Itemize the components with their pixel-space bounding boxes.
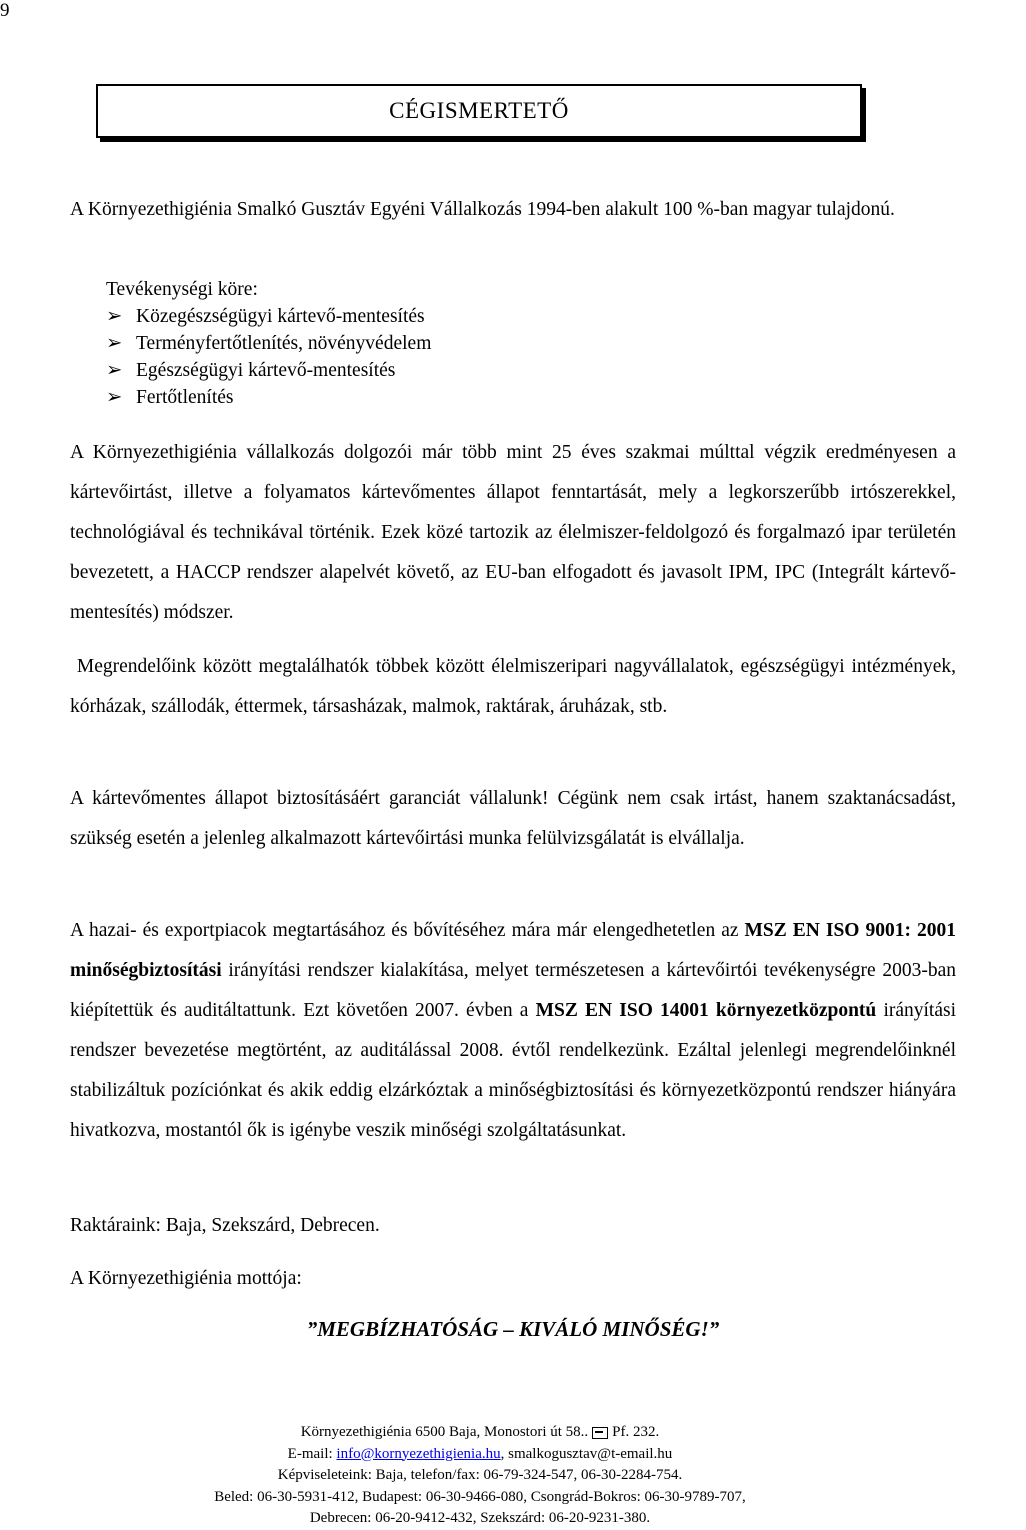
arrow-bullet-icon: ➢ [106, 306, 123, 327]
motto: ”MEGBÍZHATÓSÁG – KIVÁLÓ MINŐSÉG!” [306, 1317, 720, 1341]
list-item-label: Egészségügyi kártevő-mentesítés [136, 360, 396, 381]
clients-paragraph: Megrendelőink között megtalálhatók többek között élelmiszeripari nagyvállalatok, egészségügyi intézmények, kórházak, szállodák, éttermek, társasházak, malmok, raktárak, áruházak, stb. [70, 656, 961, 717]
list-item [106, 303, 431, 330]
footer-email-rest: , smalkogusztav@t-email.hu [500, 1445, 673, 1462]
intro-paragraph: A Környezethigiénia Smalkó Gusztáv Egyéni Vállalkozás 1994-ben alakult 100 %-ban magyar tulajdonú. [70, 199, 895, 220]
footer-phones-2: Debrecen: 06-20-9412-432, Szekszárd: 06-20-9231-380. [309, 1510, 651, 1526]
list-item [106, 384, 431, 411]
footer-address [0, 1422, 960, 1444]
list-item-label: Közegészségügyi kártevő-mentesítés [136, 306, 425, 327]
footer-email-label: E-mail: [287, 1445, 337, 1462]
title-box [96, 84, 862, 138]
arrow-bullet-icon: ➢ [106, 333, 123, 354]
email-link[interactable]: info@kornyezethigienia.hu [336, 1445, 501, 1462]
footer-representatives: Képviseleteink: Baja, telefon/fax: 06-79-324-547, 06-30-2284-754. [277, 1467, 683, 1483]
footer [0, 1422, 960, 1530]
quality-text-1: A hazai- és exportpiacok megtartásához és bővítéséhez mára már elengedhetetlen az [70, 920, 745, 941]
experience-paragraph: A Környezethigiénia vállalkozás dolgozói már több mint 25 éves szakmai múlttal végzik eredményesen a kártevőirtást, illetve a folyamatos kártevőmentes állapot fenntartását, mely a legkorszerűbb irtószerekkel, technológiával és technikával történik. Ezek közé tartozik az élelmiszer-feldolgozó és forgalmazó ipar területén bevezetett, a HACCP rendszer alapelvét követő, az EU-ban elfogadott és javasolt IPM, IPC (Integrált kártevő-mentesítés) módszer. [70, 442, 956, 623]
list-item-label: Terményfertőtlenítés, növényvédelem [136, 333, 432, 354]
iso-9001-label: MSZ EN ISO 9001: 2001 minőségbiztosítási [70, 920, 956, 981]
list-item [106, 330, 431, 357]
list-item [106, 357, 431, 384]
guarantee-paragraph: A kártevőmentes állapot biztosításáért garanciát vállalunk! Cégünk nem csak irtást, hanem szaktanácsadást, szükség esetén a jelenleg alkalmazott kártevőirtási munka felülvizsgálatát is elvállalja. [70, 788, 956, 849]
iso-14001-label: MSZ EN ISO 14001 környezetközpontú [535, 1000, 877, 1021]
warehouses-line: Raktáraink: Baja, Szekszárd, Debrecen. [70, 1215, 380, 1236]
arrow-bullet-icon: ➢ [106, 387, 123, 408]
quality-text-3: irányítási rendszer bevezetése megtörtént, az auditálással 2008. évtől rendelkezünk. Ezáltal jelenlegi megrendelőinknél stabilizáltuk pozíciónkat és akik eddig elzárkóztak a minőségbiztosítási és környezetközpontú rendszer hiányára hivatkozva, mostantól ők is igénybe veszik minőségi szolgáltatásunkat. [70, 1000, 957, 1141]
footer-pobox: Pf. 232. [612, 1424, 660, 1440]
quality-paragraph [70, 911, 956, 1151]
arrow-bullet-icon: ➢ [106, 360, 123, 381]
mailbox-icon [592, 1427, 608, 1439]
activities-list [106, 303, 431, 411]
page-number: 9 [0, 0, 10, 21]
motto-label: A Környezethigiénia mottója: [70, 1268, 302, 1289]
footer-address-text: Környezethigiénia 6500 Baja, Monostori út 58.. [300, 1424, 589, 1440]
quality-text-2: irányítási rendszer kialakítása, melyet természetesen a kártevőirtói tevékenységre 2003-ban kiépítettük és auditáltattunk. Ezt követően 2007. évben a [70, 960, 956, 1021]
page-title: CÉGISMERTETŐ [389, 98, 569, 123]
activities-heading: Tevékenységi köre: [106, 279, 258, 300]
footer-phones-1: Beled: 06-30-5931-412, Budapest: 06-30-9466-080, Csongrád-Bokros: 06-30-9789-707, [214, 1488, 746, 1505]
footer-email [0, 1444, 960, 1466]
list-item-label: Fertőtlenítés [136, 387, 234, 408]
